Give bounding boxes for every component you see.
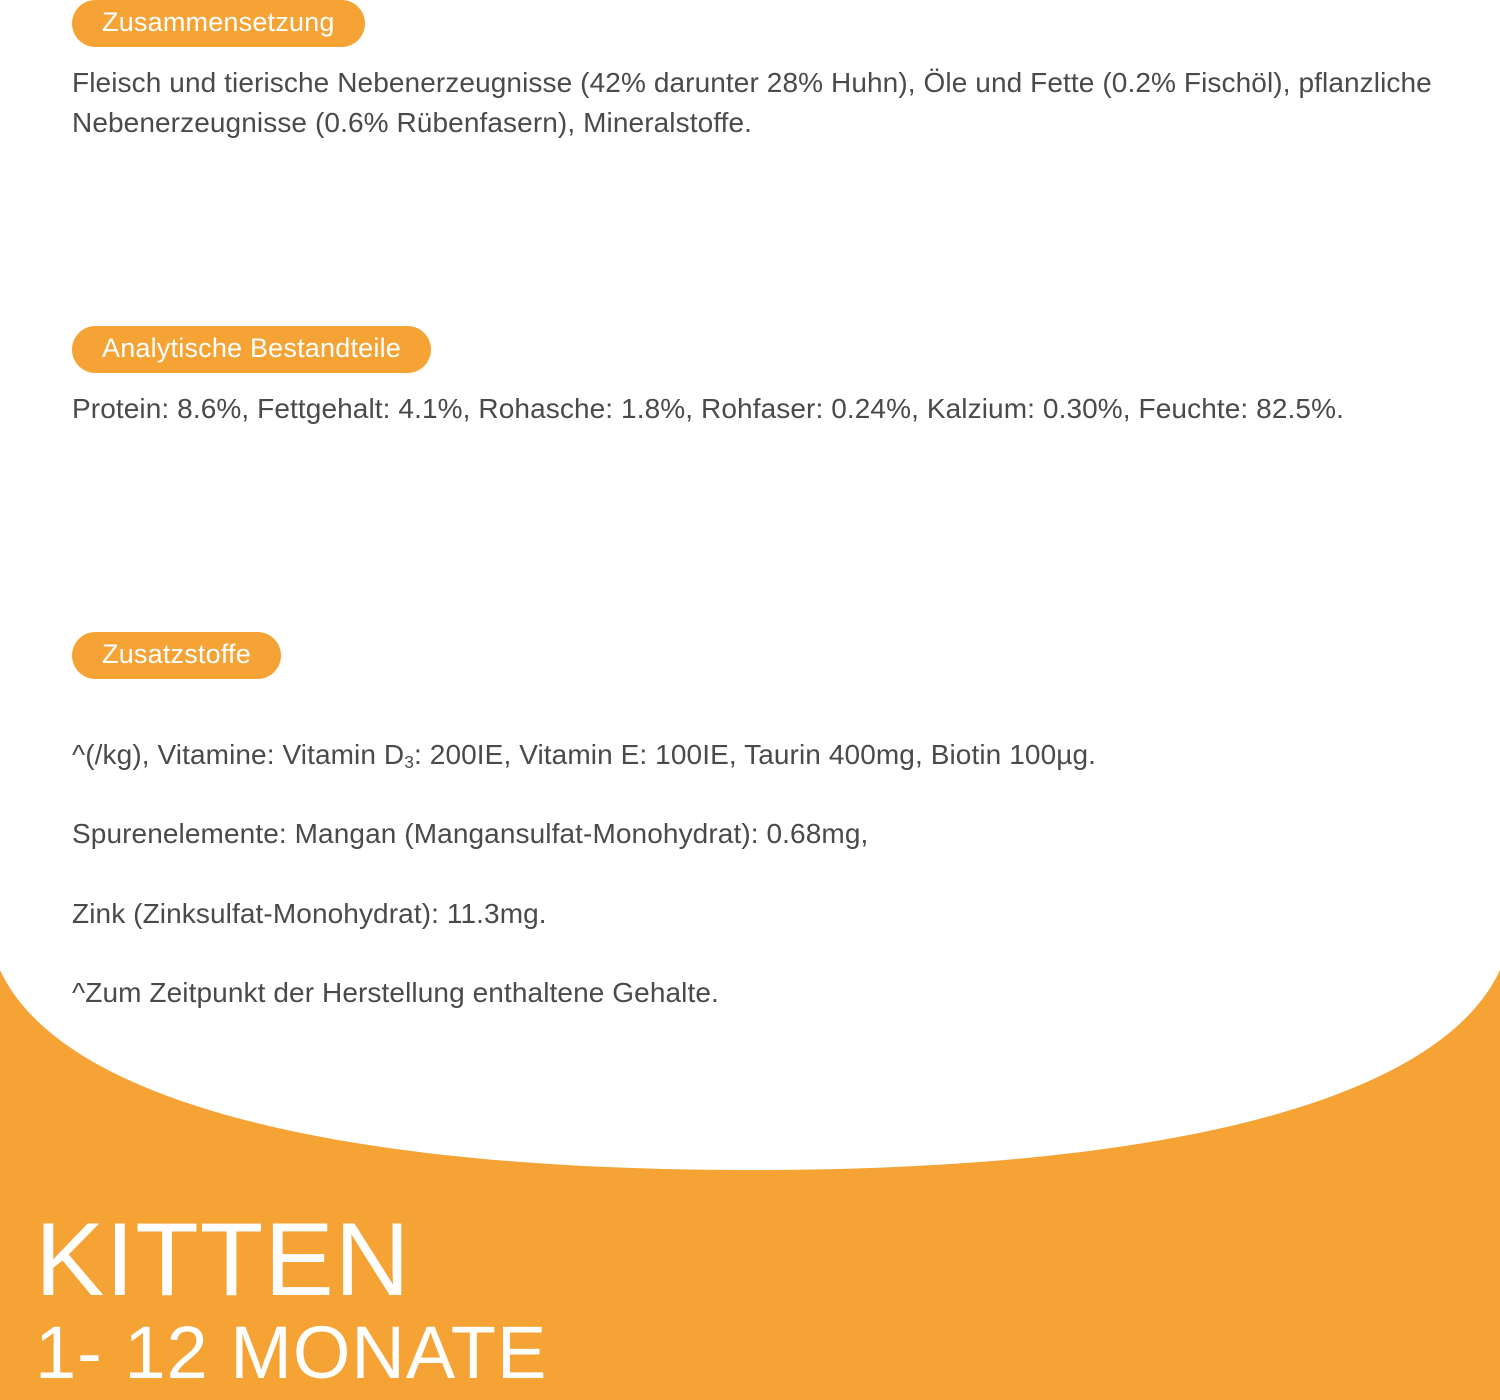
zusatzstoffe-line-2: Spurenelemente: Mangan (Mangansulfat-Monohydrat): 0.68mg, <box>72 818 869 850</box>
section-zusammensetzung <box>72 0 1432 143</box>
section-zusatzstoffe <box>72 632 1432 1013</box>
zusatzstoffe-line-4: ^Zum Zeitpunkt der Herstellung enthaltene Gehalte. <box>72 977 719 1009</box>
banner-text-block <box>35 1202 548 1395</box>
zusatzstoffe-line-1-prefix: ^(/kg), Vitamine: Vitamin D <box>72 738 405 770</box>
section-heading-zusammensetzung: Zusammensetzung <box>72 0 365 47</box>
section-heading-analytische-bestandteile: Analytische Bestandteile <box>72 326 431 373</box>
section-body-analytische-bestandteile: Protein: 8.6%, Fettgehalt: 4.1%, Rohasche: 1.8%, Rohfaser: 0.24%, Kalzium: 0.30%, Feuchte: 82.5%. <box>72 393 1344 425</box>
section-heading-zusatzstoffe: Zusatzstoffe <box>72 632 281 679</box>
section-analytische-bestandteile <box>72 326 1432 429</box>
zusatzstoffe-line-3: Zink (Zinksulfat-Monohydrat): 11.3mg. <box>72 897 547 929</box>
section-body-zusatzstoffe <box>72 695 1432 1013</box>
section-body-zusammensetzung: Fleisch und tierische Nebenerzeugnisse (42% darunter 28% Huhn), Öle und Fette (0.2% Fischöl), pflanzliche Nebenerzeugnisse (0.6% Rübenfasern), Mineralstoffe. <box>72 67 1432 138</box>
orange-banner <box>0 970 1500 1400</box>
banner-title: KITTEN <box>35 1202 411 1319</box>
banner-subtitle: 1- 12 MONATE <box>35 1311 548 1395</box>
zusatzstoffe-line-1-suffix: : 200IE, Vitamin E: 100IE, Taurin 400mg, Biotin 100µg. <box>414 738 1097 770</box>
vitamin-d3-subscript: 3 <box>404 751 415 772</box>
zusatzstoffe-line-1 <box>72 739 1096 770</box>
